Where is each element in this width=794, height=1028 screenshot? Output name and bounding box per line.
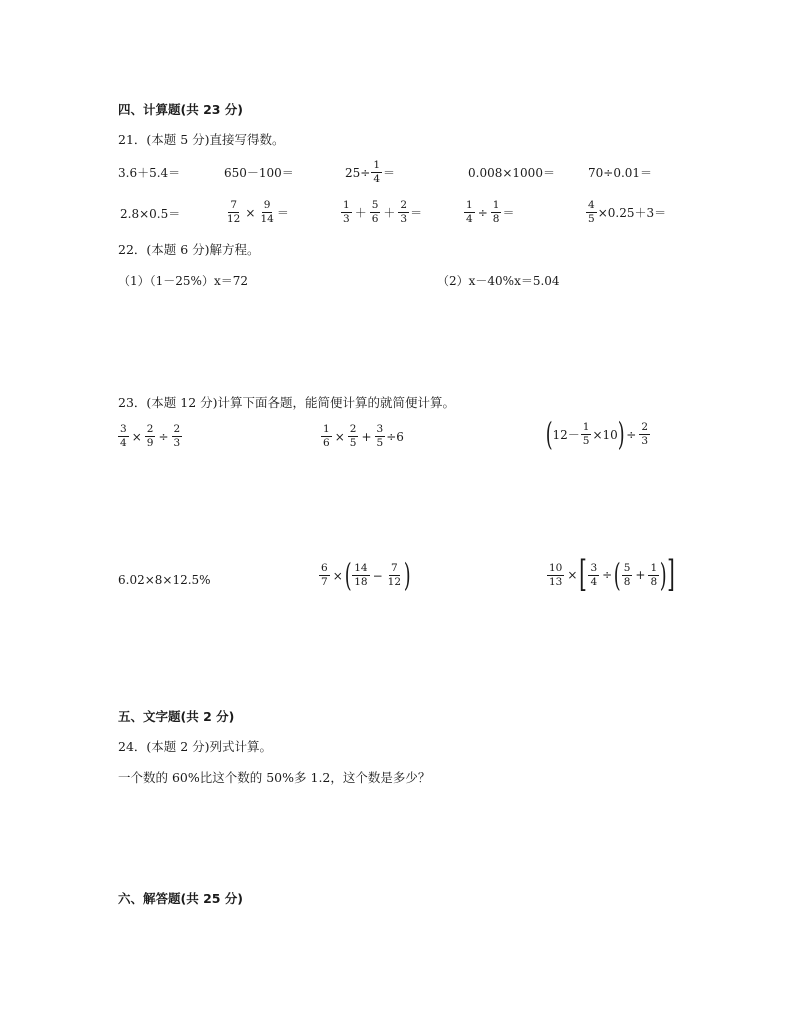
q23-p1: $\frac{3}{4}$ × $\frac{2}{9}$ ÷ $\frac{2}{3}$	[120, 423, 181, 450]
fraction: $\frac{1}{3}$	[343, 199, 350, 226]
q21-r2-e5: $\frac{4}{5}$ ×0.25＋3＝	[588, 199, 667, 226]
fraction: $\frac{3}{5}$	[376, 423, 384, 450]
fraction: $\frac{1}{6}$	[323, 423, 330, 450]
fraction: $\frac{6}{7}$	[321, 562, 328, 589]
fraction: $\frac{4}{5}$	[588, 199, 595, 226]
q23-p6: $\frac{10}{13}$ × [ $\frac{3}{4}$ ÷ ( $\frac{5}{8}$ + $\frac{1}{8}$ ) ]	[549, 554, 675, 595]
q21-r2-e2: $\frac{7}{12}$ × $\frac{9}{14}$ ＝	[227, 199, 289, 226]
fraction: $\frac{2}{5}$	[349, 423, 357, 450]
fraction: $\frac{1}{5}$	[582, 421, 590, 448]
fraction: $\frac{2}{3}$	[173, 423, 181, 450]
right-paren: )	[617, 415, 625, 453]
q21-stem: 21．(本题 5 分)直接写得数。	[118, 132, 285, 147]
right-paren: )	[403, 556, 411, 594]
fraction: $\frac{1}{4}$	[466, 199, 473, 226]
fraction: $\frac{2}{9}$	[146, 423, 154, 450]
q21-r2-e4: $\frac{1}{4}$ ÷ $\frac{1}{8}$ ＝	[466, 199, 515, 226]
section5-title: 五、文字题(共 2 分)	[118, 709, 235, 724]
fraction: $\frac{3}{4}$	[590, 561, 598, 588]
q22-eq2: （2）x－40%x＝5.04	[437, 274, 560, 288]
left-paren: (	[545, 415, 553, 453]
fraction: $\frac{10}{13}$	[549, 561, 563, 588]
left-bracket: [	[579, 554, 588, 595]
q23-stem: 23．(本题 12 分)计算下面各题，能简便计算的就简便计算。	[118, 395, 456, 410]
q24-stem: 24．(本题 2 分)列式计算。	[118, 739, 273, 754]
q21-r2-e1: 2.8×0.5＝	[120, 207, 181, 221]
left-paren: (	[614, 555, 621, 594]
q21-r1-e3: 25÷ $\frac{1}{4}$ ＝	[345, 159, 396, 186]
fraction: $\frac{3}{4}$	[120, 423, 127, 450]
q22-stem: 22．(本题 6 分)解方程。	[118, 242, 260, 257]
fraction: $\frac{7}{12}$	[387, 562, 402, 589]
q21-r1-e1: 3.6＋5.4＝	[118, 166, 181, 180]
right-paren: )	[659, 555, 667, 594]
q21-r1-e2: 650－100＝	[224, 166, 294, 180]
fraction: $\frac{5}{6}$	[371, 199, 379, 226]
fraction: $\frac{5}{8}$	[623, 561, 631, 588]
q23-p4: 6.02×8×12.5%	[118, 573, 211, 587]
q23-p3: ( 12－ $\frac{1}{5}$ ×10 ) ÷ $\frac{2}{3}$	[545, 415, 649, 453]
fraction: $\frac{9}{14}$	[260, 199, 274, 226]
q23-p5: $\frac{6}{7}$ × ( $\frac{14}{18}$ − $\frac{7}{12}$ )	[321, 556, 411, 594]
section4-title: 四、计算题(共 23 分)	[118, 102, 244, 117]
left-paren: (	[344, 556, 352, 594]
q22-eq1: （1）（1－25%）x＝72	[118, 274, 248, 288]
q21-r1-e5: 70÷0.01＝	[588, 166, 653, 180]
q23-p2: $\frac{1}{6}$ × $\frac{2}{5}$ + $\frac{3}{5}$ ÷6	[323, 423, 404, 450]
fraction: $\frac{2}{3}$	[400, 199, 408, 226]
fraction: $\frac{2}{3}$	[641, 421, 649, 448]
q21-r1-e4: 0.008×1000＝	[468, 166, 555, 180]
section6-title: 六、解答题(共 25 分)	[118, 891, 244, 906]
q24-text: 一个数的 60%比这个数的 50%多 1.2，这个数是多少？	[118, 770, 431, 785]
right-bracket: ]	[666, 554, 675, 595]
fraction: $\frac{1}{8}$	[650, 561, 658, 588]
q21-r2-e3: $\frac{1}{3}$ ＋ $\frac{5}{6}$ ＋ $\frac{2}{3}$ ＝	[343, 199, 423, 226]
fraction: $\frac{1}{8}$	[492, 199, 500, 226]
fraction: $\frac{1}{4}$	[373, 159, 381, 186]
fraction: $\frac{14}{18}$	[354, 562, 368, 589]
fraction: $\frac{7}{12}$	[227, 199, 241, 226]
